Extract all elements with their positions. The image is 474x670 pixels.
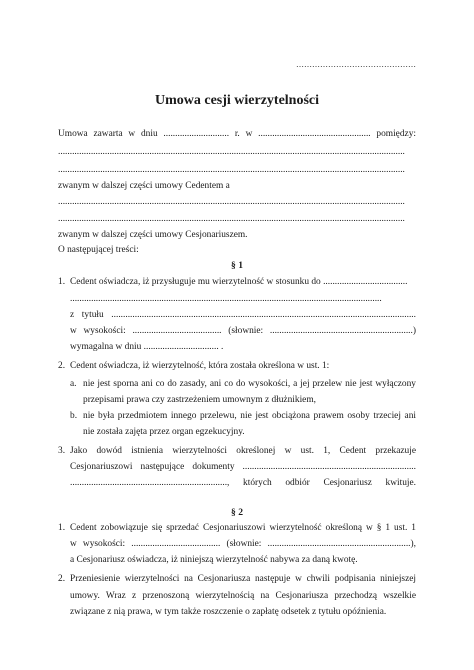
s2-item1-line2: w wysokości: ...................................... (słownie: .............................................................), bbox=[70, 539, 416, 549]
s1-item1-wymagalna: wymagalna w dniu ................................ . bbox=[70, 342, 224, 352]
s2-item1-line3: a Cesjonariusz oświadcza, iż niniejszą wierzytelność nabywa za daną kwotę. bbox=[70, 555, 358, 565]
section-1-heading: § 1 bbox=[231, 260, 243, 271]
intro-line-date-place: Umowa zawarta w dniu ............................ r. w ................................................ pomiędzy: bbox=[58, 129, 416, 139]
cesjonariusz-definition: zwanym w dalszej części umowy Cesjonariuszem. bbox=[58, 230, 248, 240]
s1-item2-number: 2. bbox=[58, 361, 66, 371]
place-date-line: ……………………………………… bbox=[296, 60, 416, 69]
s1-item1-wysokosci: w wysokości: ...................................... (słownie: .............................................................) bbox=[70, 326, 416, 336]
s1-item2b-line1: nie była przedmiotem innego przelewu, nie jest obciążona prawem osoby trzeciej ani bbox=[83, 411, 416, 421]
intro-dots-3: .................................................................................................................................................... bbox=[58, 197, 405, 207]
s1-item1-dots: ..................................................................................................................................... bbox=[70, 294, 382, 304]
s2-item1-number: 1. bbox=[58, 523, 66, 533]
s1-item2a-line1: nie jest sporna ani co do zasady, ani co do wysokości, a jej przelew nie jest wyłączony bbox=[83, 379, 416, 389]
intro-dots-1: .................................................................................................................................................... bbox=[58, 147, 405, 157]
s1-item3-line3: ..................................................................., których odbiór Cesjonariusz kwituje. bbox=[70, 478, 416, 488]
s2-item1-line1: Cedent zobowiązuje się sprzedać Cesjonariuszowi wierzytelność określoną w § 1 ust. 1 bbox=[70, 523, 416, 533]
following-content-label: O następującej treści: bbox=[58, 245, 139, 255]
s1-item1-tytulu: z tytułu .................................................................................................................................. bbox=[70, 310, 416, 320]
s1-item3-line2: Cesjonariuszowi następujące dokumenty .......................................................................... bbox=[70, 462, 416, 472]
s1-item2a-letter: a. bbox=[70, 379, 77, 389]
s2-item2-number: 2. bbox=[58, 574, 66, 584]
s2-item2-line2: umowy. Wraz z przenoszoną wierzytelnością na Cesjonariusza przechodzą wszelkie bbox=[70, 591, 416, 601]
s1-item1-number: 1. bbox=[58, 277, 66, 287]
intro-dots-4: .................................................................................................................................................... bbox=[58, 214, 405, 224]
intro-dots-2: .................................................................................................................................................... bbox=[58, 165, 405, 175]
s2-item2-line3: związane z nią prawa, w tym także roszczenie o zapłatę odsetek z tytułu opóźnienia. bbox=[70, 607, 387, 617]
s1-item3-line1: Jako dowód istnienia wierzytelności określonej w ust. 1, Cedent przekazuje bbox=[70, 446, 416, 456]
s1-item2b-letter: b. bbox=[70, 411, 78, 421]
s1-item2-line1: Cedent oświadcza, iż wierzytelność, która została określona w ust. 1: bbox=[70, 361, 330, 371]
document-title: Umowa cesji wierzytelności bbox=[154, 93, 320, 108]
s1-item3-number: 3. bbox=[58, 446, 66, 456]
cedent-definition: zwanym w dalszej części umowy Cedentem a bbox=[58, 181, 230, 191]
section-2-heading: § 2 bbox=[231, 507, 243, 518]
s1-item2b-line2: nie została zajęta przez organ egzekucyjny. bbox=[83, 427, 245, 437]
s1-item2a-line2: przepisami prawa czy zastrzeżeniem umownym z dłużnikiem, bbox=[83, 395, 316, 405]
s2-item2-line1: Przeniesienie wierzytelności na Cesjonariusza następuje w chwili podpisania niniejszej bbox=[70, 574, 416, 584]
s1-item1-line1: Cedent oświadcza, iż przysługuje mu wierzytelność w stosunku do .................................... bbox=[70, 277, 408, 287]
